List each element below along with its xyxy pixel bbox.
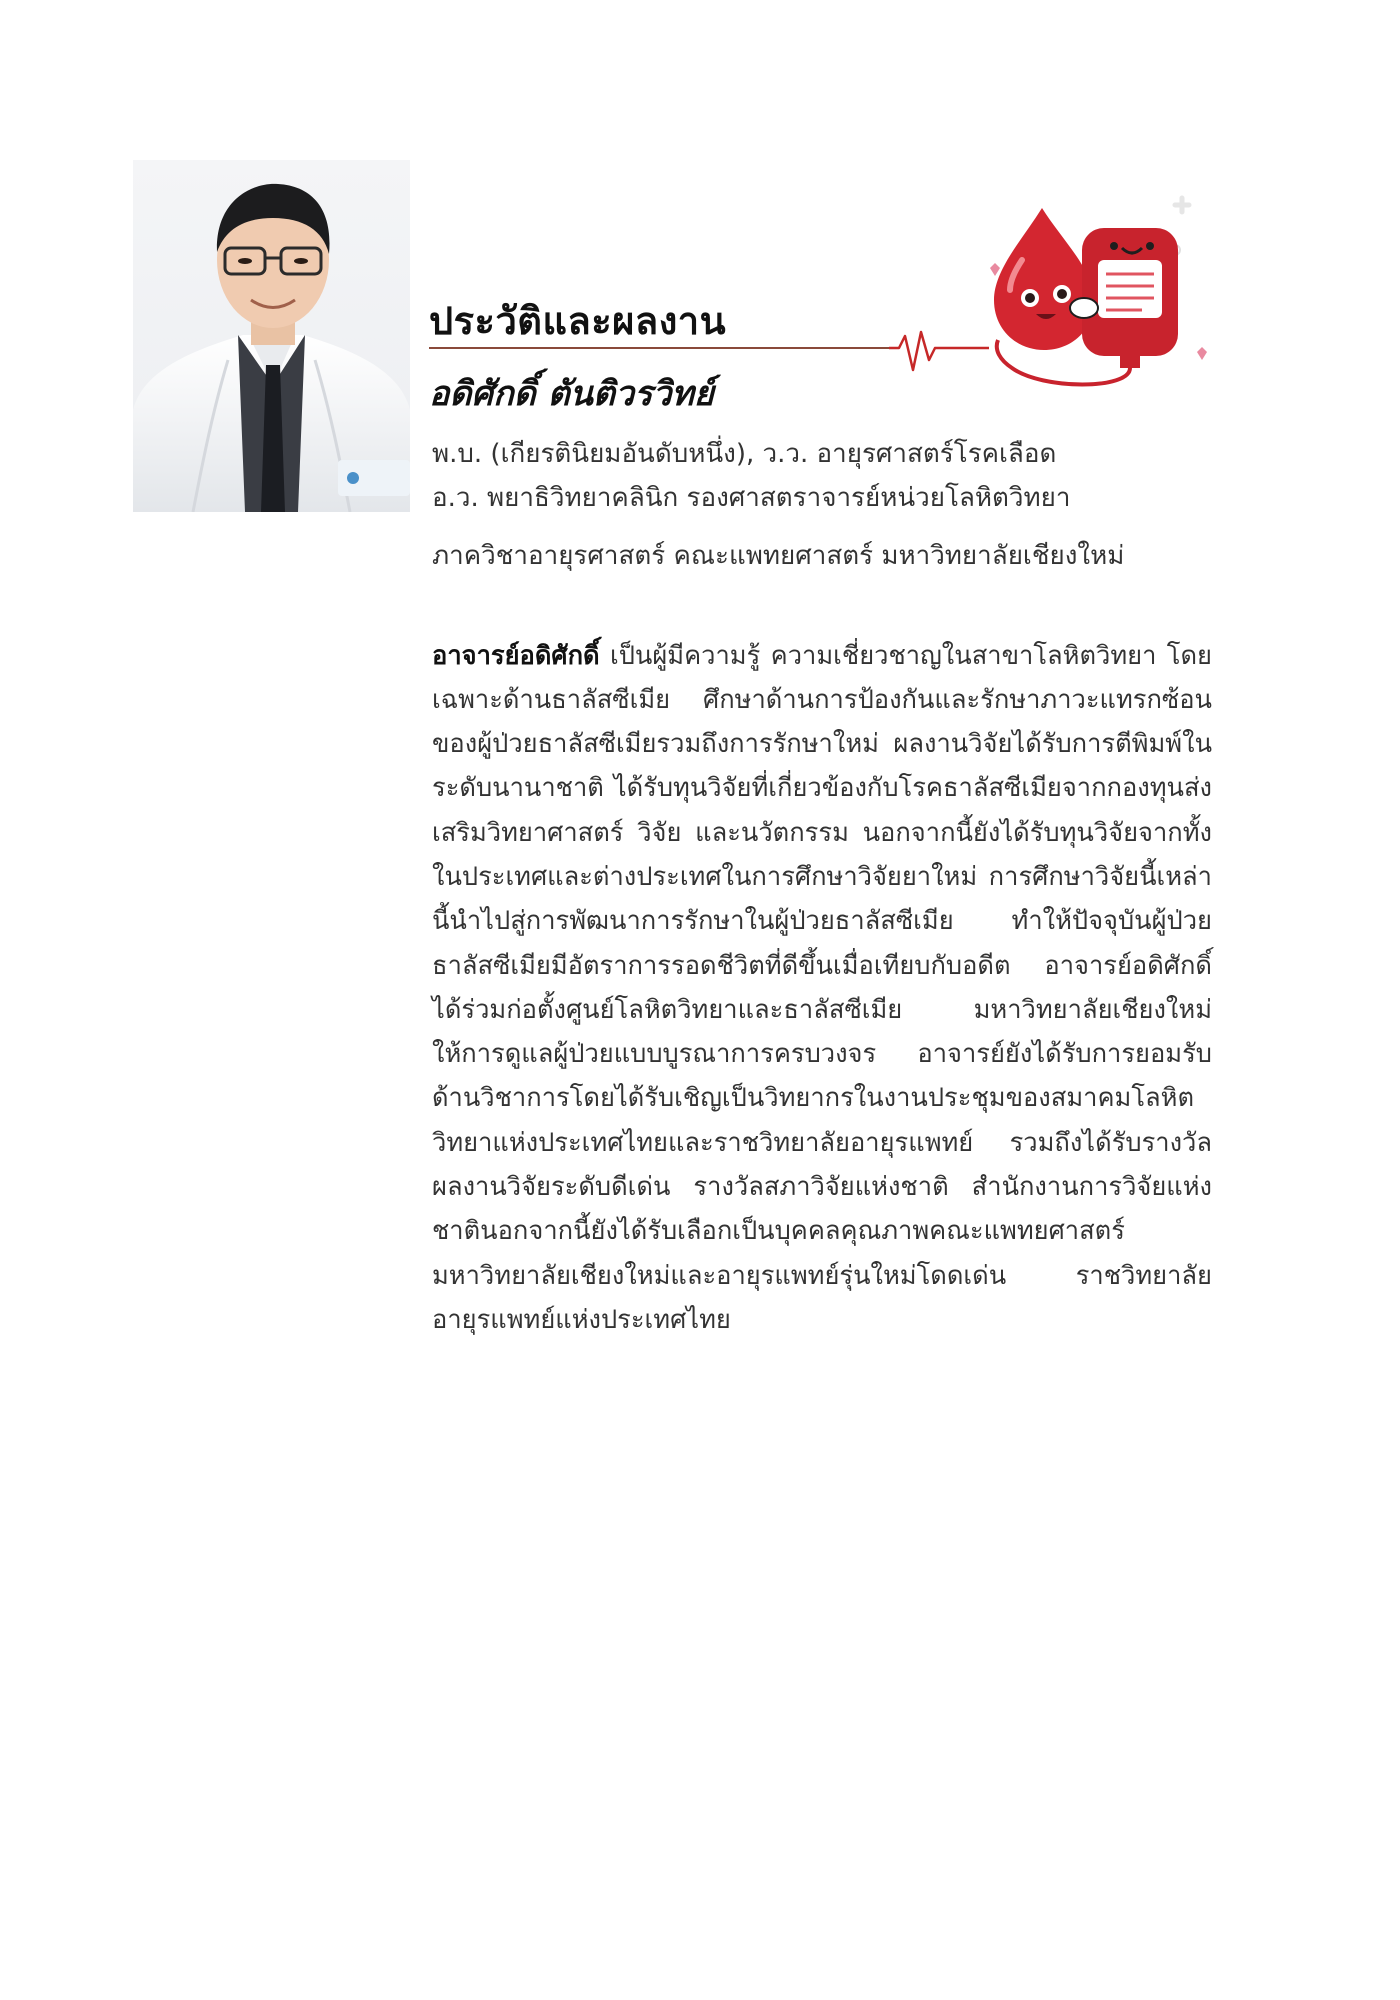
person-name: อดิศักดิ์ ตันติวรวิทย์	[429, 374, 714, 414]
credential-line: ภาควิชาอายุรศาสตร์ คณะแพทยศาสตร์ มหาวิทยาลัยเชียงใหม่	[432, 541, 1125, 571]
biography-text: เป็นผู้มีความรู้ ความเชี่ยวชาญในสาขาโลหิตวิทยา โดยเฉพาะด้านธาลัสซีเมีย ศึกษาด้านการป้องกันและรักษาภาวะแทรกซ้อนของผู้ป่วยธาลัสซีเมียรวมถึงการรักษาใหม่ ผลงานวิจัยได้รับการตีพิมพ์ในระดับนานาชาติ ได้รับทุนวิจัยที่เกี่ยวข้องกับโรคธาลัสซีเมียจากกองทุนส่งเสริมวิทยาศาสตร์ วิจัย และนวัตกรรม นอกจากนี้ยังได้รับทุนวิจัยจากทั้งในประเทศและต่างประเทศในการศึกษาวิจัยยาใหม่ การศึกษาวิจัยนี้เหล่านี้นำไปสู่การพัฒนาการรักษาในผู้ป่วยธาลัสซีเมีย ทำให้ปัจจุบันผู้ป่วยธาลัสซีเมียมีอัตราการรอดชีวิตที่ดีขึ้นเมื่อเทียบกับอดีต อาจารย์อดิศักดิ์ได้ร่วมก่อตั้งศูนย์โลหิตวิทยาและธาลัสซีเมีย มหาวิทยาลัยเชียงใหม่ ให้การดูแลผู้ป่วยแบบบูรณาการครบวงจร อาจารย์ยังได้รับการยอมรับด้านวิชาการโดยได้รับเชิญเป็นวิทยากรในงานประชุมของสมาคมโลหิตวิทยาแห่งประเทศไทยและราชวิทยาลัยอายุรแพทย์ รวมถึงได้รับรางวัลผลงานวิจัยระดับดีเด่น รางวัลสภาวิจัยแห่งชาติ สำนักงานการวิจัยแห่งชาตินอกจากนี้ยังได้รับเลือกเป็นบุคคลคุณภาพคณะแพทยศาสตร์ มหาวิทยาลัยเชียงใหม่และอายุรแพทย์รุ่นใหม่โดดเด่น ราชวิทยาลัยอายุรแพทย์แห่งประเทศไทย	[432, 640, 1212, 1335]
biography-lead: อาจารย์อดิศักดิ์	[432, 640, 600, 671]
credential-line: อ.ว. พยาธิวิทยาคลินิก รองศาสตราจารย์หน่วยโลหิตวิทยา	[432, 483, 1071, 513]
credential-line: พ.บ. (เกียรตินิยมอันดับหนึ่ง), ว.ว. อายุรศาสตร์โรคเลือด	[432, 439, 1057, 469]
blood-donation-illustration	[982, 190, 1212, 390]
portrait-photo	[133, 160, 410, 512]
section-title: ประวัติและผลงาน	[429, 299, 727, 343]
credentials-block	[432, 432, 1192, 578]
biography-paragraph	[432, 634, 1212, 1343]
